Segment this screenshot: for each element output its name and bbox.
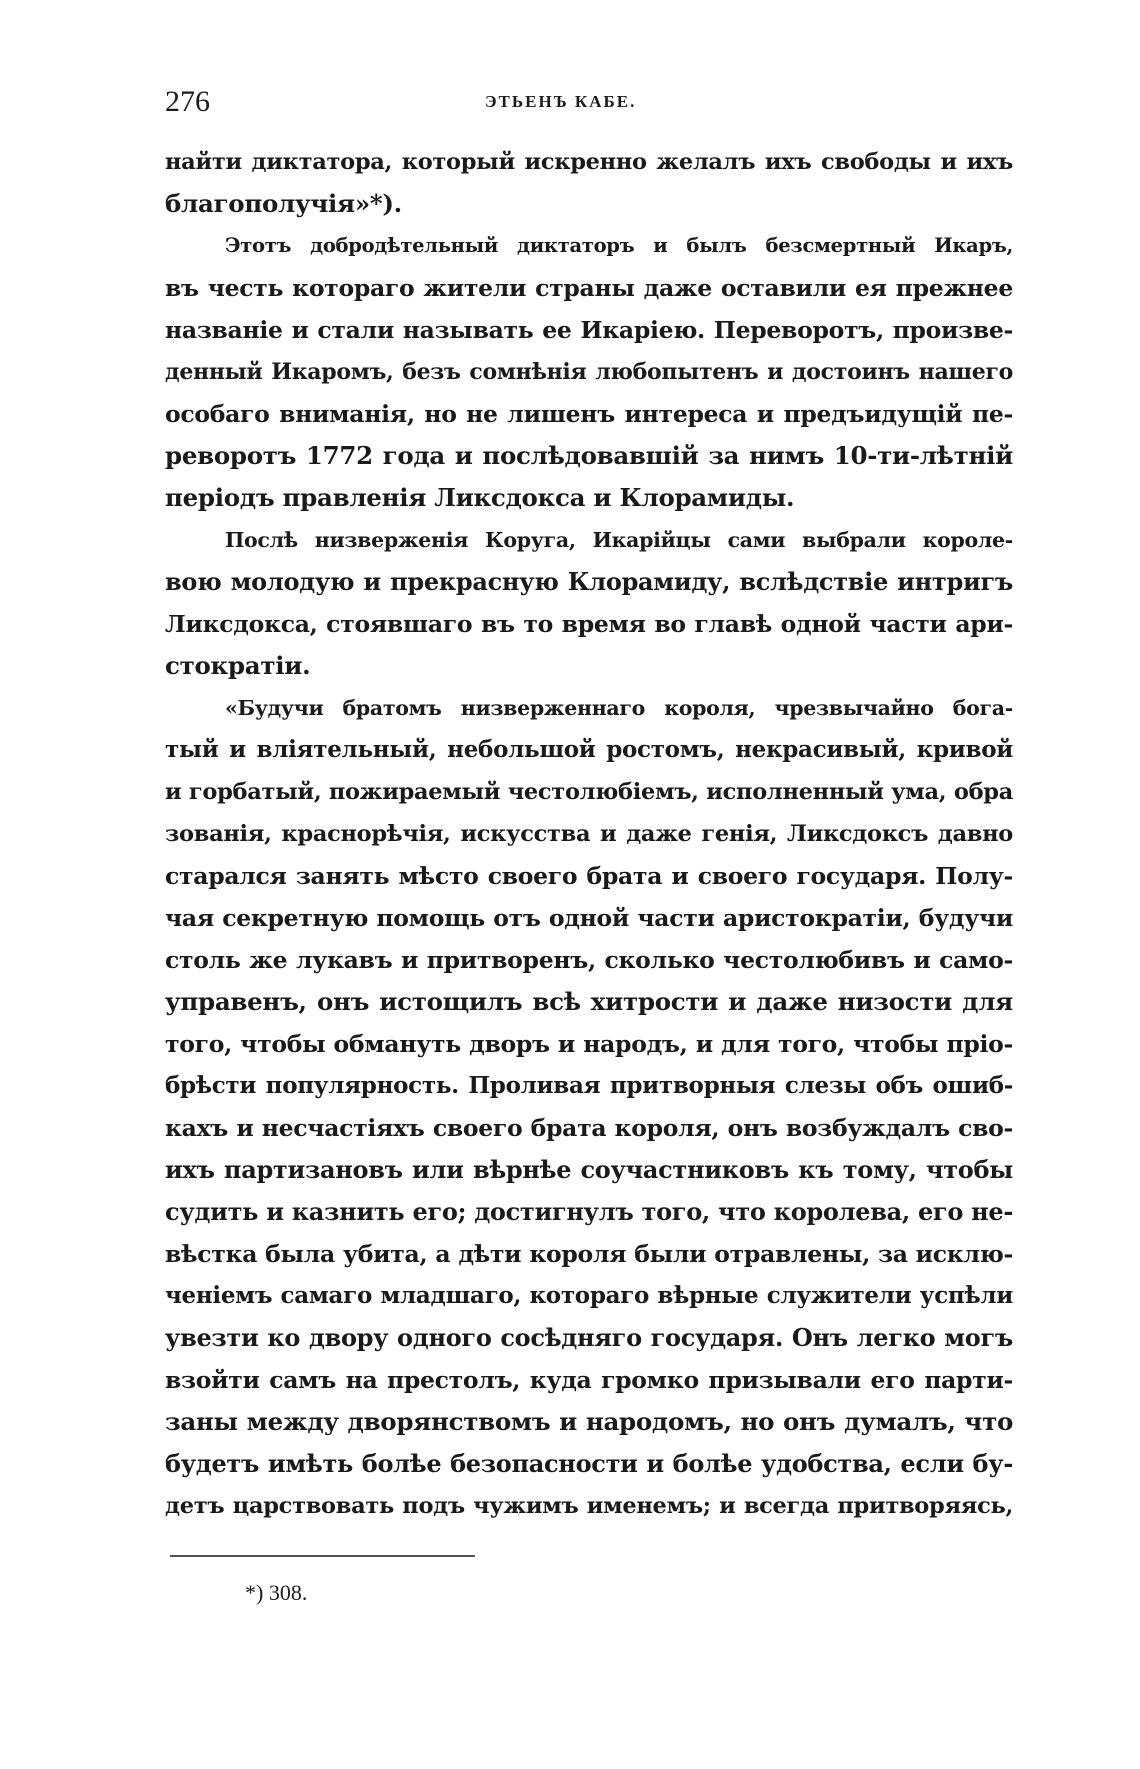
- text-line: Послѣ низверженія Коруга, Икарійцы сами выбрали короле-: [225, 528, 1013, 552]
- running-title: ЭТЬЕНЪ КАБЕ.: [485, 92, 637, 111]
- text-line: кахъ и несчастіяхъ своего брата короля, онъ возбуждалъ сво-: [165, 1114, 1013, 1142]
- text-line: детъ царствовать подъ чужимъ именемъ; и всегда притворяясь,: [165, 1493, 1013, 1519]
- text-line: найти диктатора, который искренно желалъ ихъ свободы и ихъ: [165, 149, 1013, 175]
- text-line: вою молодую и прекрасную Клорамиду, вслѣдствіе интригъ: [165, 567, 1013, 596]
- paragraph-4: [165, 687, 1013, 1527]
- footnote-divider: [170, 1555, 475, 1557]
- paragraph-3: [165, 519, 1013, 687]
- text-line: въ честь котораго жители страны даже оставили ея прежнее: [165, 274, 1013, 302]
- text-line: увезти ко двору одного сосѣдняго государя. Онъ легко могъ: [165, 1323, 1013, 1352]
- text-line: зованія, краснорѣчія, искусства и даже генія, Ликсдоксъ давно: [165, 821, 1013, 847]
- text-line: того, чтобы обмануть дворъ и народъ, и для того, чтобы пріо-: [165, 1030, 1013, 1058]
- text-line: періодъ правленія Ликсдокса и Клорамиды.: [165, 483, 795, 512]
- body-text: [165, 141, 1013, 1527]
- text-line: заны между дворянствомъ и народомъ, но онъ думалъ, что: [165, 1407, 1013, 1436]
- text-line: реворотъ 1772 года и послѣдовавшій за нимъ 10-ти-лѣтній: [165, 441, 1013, 470]
- text-line: управенъ, онъ истощилъ всѣ хитрости и даже низости для: [165, 987, 1013, 1016]
- page-number: 276: [165, 85, 210, 118]
- text-line: и горбатый, пожираемый честолюбіемъ, исполненный ума, обра: [165, 779, 1013, 805]
- text-line: чая секретную помощь отъ одной части аристократіи, будучи: [165, 904, 1013, 932]
- text-line: будетъ имѣть болѣе безопасности и болѣе удобства, если бу-: [165, 1449, 1013, 1478]
- footnote: *) 308.: [245, 1580, 308, 1605]
- text-line: особаго вниманія, но не лишенъ интереса и предъидущій пе-: [165, 400, 1013, 428]
- text-line: старался занять мѣсто своего брата и своего государя. Полу-: [165, 862, 1013, 890]
- text-line: столь же лукавъ и притворенъ, сколько честолюбивъ и само-: [165, 946, 1013, 974]
- text-line: судить и казнить его; достигнулъ того, что королева, его не-: [165, 1197, 1013, 1226]
- text-line: Этотъ добродѣтельный диктаторъ и былъ безсмертный Икаръ,: [225, 234, 1013, 257]
- text-line: денный Икаромъ, безъ сомнѣнія любопытенъ и достоинъ нашего: [165, 359, 1013, 385]
- text-line: «Будучи братомъ низверженнаго короля, чрезвычайно бога-: [225, 696, 1013, 720]
- text-line: названіе и стали называть ее Икаріею. Переворотъ, произве-: [165, 316, 1013, 344]
- paragraph-2: [165, 225, 1013, 519]
- text-line: ихъ партизановъ или вѣрнѣе соучастниковъ къ тому, чтобы: [165, 1155, 1013, 1184]
- text-line: взойти самъ на престолъ, куда громко призывали его парти-: [165, 1366, 1013, 1394]
- text-line: вѣстка была убита, а дѣти короля были отравлены, за исклю-: [165, 1240, 1013, 1268]
- text-line: стократіи.: [165, 651, 311, 680]
- running-head: [165, 82, 1013, 122]
- text-line: благополучія»*).: [165, 189, 402, 218]
- paragraph-1: [165, 141, 1013, 225]
- text-line: ченіемъ самаго младшаго, котораго вѣрные служители успѣли: [165, 1282, 1013, 1309]
- text-line: тый и вліятельный, небольшой ростомъ, некрасивый, кривой: [165, 736, 1013, 763]
- text-line: Ликсдокса, стоявшаго въ то время во главѣ одной части ари-: [165, 610, 1013, 638]
- text-line: брѣсти популярность. Проливая притворныя слезы объ ошиб-: [165, 1072, 1013, 1099]
